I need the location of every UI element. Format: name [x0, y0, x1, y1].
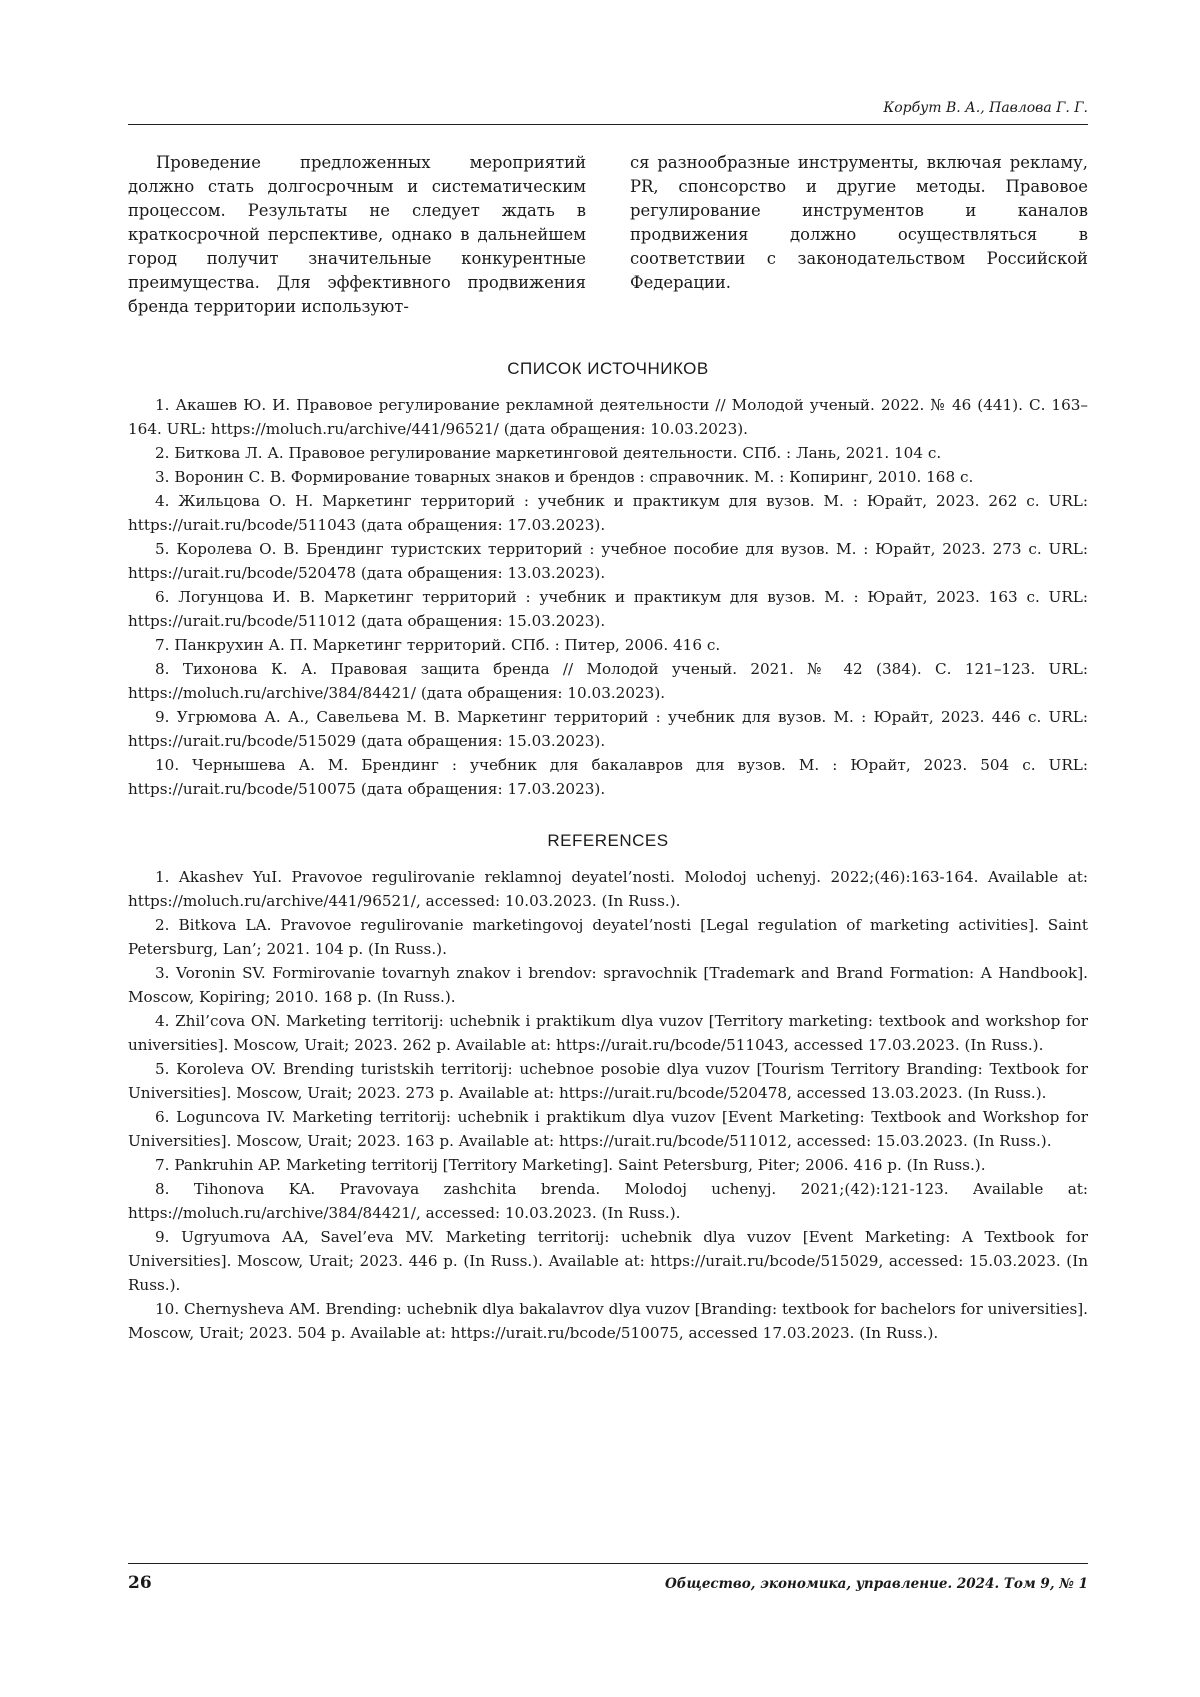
source-item: 7. Панкрухин А. П. Маркетинг территорий. СПб. : Питер, 2006. 416 с.: [155, 636, 721, 654]
right-column: [630, 151, 1088, 319]
source-item: 9. Угрюмова А. А., Савельева М. В. Маркетинг территорий : учебник для вузов. М. : Юрайт, 2023. 446 с. URL: https://urait.ru/bcode/515029 (дата обращения: 15.03.2023).: [128, 708, 1088, 750]
page: [128, 100, 1088, 1345]
references-list: [128, 865, 1088, 1345]
sources-title: СПИСОК ИСТОЧНИКОВ: [507, 359, 709, 378]
journal-citation: Общество, экономика, управление. 2024. Том 9, № 1: [665, 1576, 1088, 1592]
left-column: [128, 151, 586, 319]
reference-item: 2. Bitkova LA. Pravovoe regulirovanie marketingovoj deyatel’nosti [Legal regulation of marketing activities]. Saint Petersburg, Lan’; 2021. 104 p. (In Russ.).: [128, 916, 1088, 958]
reference-item: 8. Tihonova KA. Pravovaya zashchita brenda. Molodoj uchenyj. 2021;(42):121-123. Available at: https://moluch.ru/archive/384/84421/, accessed: 10.03.2023. (In Russ.).: [128, 1180, 1088, 1222]
source-item: 10. Чернышева А. М. Брендинг : учебник для бакалавров для вузов. М. : Юрайт, 2023. 504 с. URL: https://urait.ru/bcode/510075 (дата обращения: 17.03.2023).: [128, 756, 1088, 798]
source-item: 4. Жильцова О. Н. Маркетинг территорий : учебник и практикум для вузов. М. : Юрайт, 2023. 262 с. URL: https://urait.ru/bcode/511043 (дата обращения: 17.03.2023).: [128, 492, 1088, 534]
reference-item: 10. Chernysheva AM. Brending: uchebnik dlya bakalavrov dlya vuzov [Branding: textbook for bachelors for universities]. Moscow, Urait; 2023. 504 p. Available at: https://urait.ru/bcode/510075, accessed 17.03.2023. (In Russ.).: [128, 1300, 1088, 1342]
reference-item: 3. Voronin SV. Formirovanie tovarnyh znakov i brendov: spravochnik [Trademark and Brand Formation: A Handbook]. Moscow, Kopiring; 2010. 168 p. (In Russ.).: [128, 964, 1088, 1006]
sources-list: [128, 393, 1088, 801]
body-columns: [128, 151, 1088, 319]
left-column-text: Проведение предложенных мероприятий должно стать долгосрочным и систематическим процессом. Результаты не следует ждать в краткосрочной перспективе, однако в дальнейшем город получит значительные конкурентные преимущества. Для эффективного продвижения бренда территории используют-: [128, 153, 586, 316]
sources-section: [128, 359, 1088, 801]
reference-item: 6. Loguncova IV. Marketing territorij: uchebnik i praktikum dlya vuzov [Event Marketing: Textbook and Workshop for Universities]. Moscow, Urait; 2023. 163 p. Available at: https://urait.ru/bcode/511012, accessed: 15.03.2023. (In Russ.).: [128, 1108, 1088, 1150]
source-item: 8. Тихонова К. А. Правовая защита бренда // Молодой ученый. 2021. № 42 (384). С. 121–123. URL: https://moluch.ru/archive/384/84421/ (дата обращения: 10.03.2023).: [128, 660, 1088, 702]
source-item: 6. Логунцова И. В. Маркетинг территорий : учебник и практикум для вузов. М. : Юрайт, 2023. 163 с. URL: https://urait.ru/bcode/511012 (дата обращения: 15.03.2023).: [128, 588, 1088, 630]
reference-item: 9. Ugryumova AA, Savel’eva MV. Marketing territorij: uchebnik dlya vuzov [Event Marketing: A Textbook for Universities]. Moscow, Urait; 2023. 446 p. (In Russ.). Available at: https://urait.ru/bcode/515029, accessed: 15.03.2023. (In Russ.).: [128, 1228, 1088, 1294]
reference-item: 1. Akashev YuI. Pravovoe regulirovanie reklamnoj deyatel’nosti. Molodoj uchenyj. 2022;(46):163-164. Available at: https://moluch.ru/archive/441/96521/, accessed: 10.03.2023. (In Russ.).: [128, 868, 1088, 910]
reference-item: 7. Pankruhin AP. Marketing territorij [Territory Marketing]. Saint Petersburg, Piter; 2006. 416 p. (In Russ.).: [155, 1156, 986, 1174]
source-item: 2. Биткова Л. А. Правовое регулирование маркетинговой деятельности. СПб. : Лань, 2021. 104 с.: [155, 444, 942, 462]
running-head-authors: Корбут В. А., Павлова Г. Г.: [128, 100, 1088, 125]
page-footer: [128, 1573, 1088, 1593]
source-item: 5. Королева О. В. Брендинг туристских территорий : учебное пособие для вузов. М. : Юрайт, 2023. 273 с. URL: https://urait.ru/bcode/520478 (дата обращения: 13.03.2023).: [128, 540, 1088, 582]
reference-item: 4. Zhil’cova ON. Marketing territorij: uchebnik i praktikum dlya vuzov [Territory marketing: textbook and workshop for universities]. Moscow, Urait; 2023. 262 p. Available at: https://urait.ru/bcode/511043, accessed 17.03.2023. (In Russ.).: [128, 1012, 1088, 1054]
reference-item: 5. Koroleva OV. Brending turistskih territorij: uchebnoe posobie dlya vuzov [Tourism Territory Branding: Textbook for Universities]. Moscow, Urait; 2023. 273 p. Available at: https://urait.ru/bcode/520478, accessed 13.03.2023. (In Russ.).: [128, 1060, 1088, 1102]
footer-rule: [128, 1563, 1088, 1564]
source-item: 1. Акашев Ю. И. Правовое регулирование рекламной деятельности // Молодой ученый. 2022. № 46 (441). С. 163–164. URL: https://moluch.ru/archive/441/96521/ (дата обращения: 10.03.2023).: [128, 396, 1088, 438]
references-title: REFERENCES: [547, 831, 669, 850]
references-section: [128, 831, 1088, 1345]
source-item: 3. Воронин С. В. Формирование товарных знаков и брендов : справочник. М. : Копиринг, 2010. 168 с.: [155, 468, 974, 486]
page-number: 26: [128, 1573, 152, 1593]
right-column-text: ся разнообразные инструменты, включая рекламу, PR, спонсорство и другие методы. Правовое регулирование инструментов и каналов продвижения должно осуществляться в соответствии с законодательством Российской Федерации.: [630, 153, 1088, 292]
